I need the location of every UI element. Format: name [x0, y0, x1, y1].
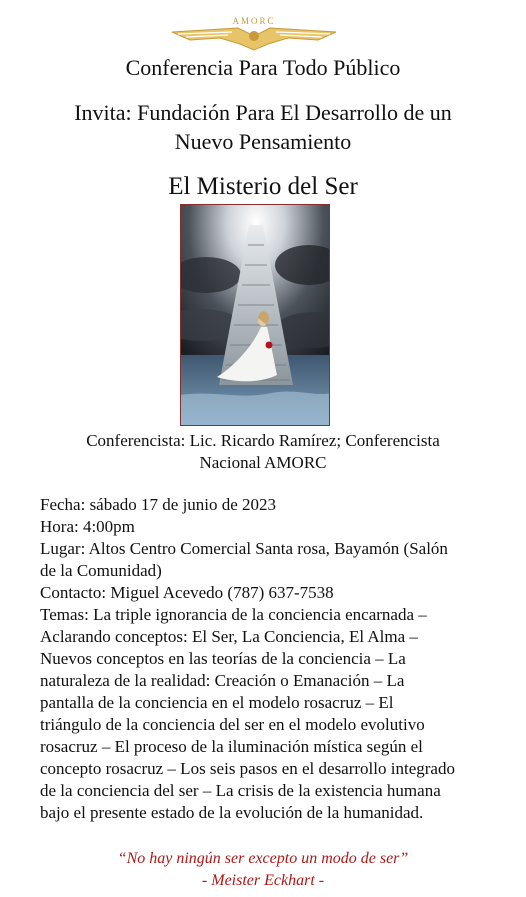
speaker-info [0, 430, 526, 474]
event-details [40, 494, 510, 824]
topics-line: pantalla de la conciencia en el modelo rosacruz – El [40, 693, 394, 712]
quote-author: - Meister Eckhart - [201, 872, 325, 889]
topics-line: rosacruz – El proceso de la iluminación mística según el [40, 737, 423, 756]
conference-heading: Conferencia Para Todo Público [125, 55, 401, 80]
amorc-logo [168, 10, 340, 56]
event-time: Hora: 4:00pm [40, 517, 135, 536]
event-location-line-2: de la Comunidad) [40, 561, 162, 580]
invite-line-2: Nuevo Pensamiento [174, 129, 352, 154]
logo-text: AMORC [232, 16, 276, 26]
topics-line: Temas: La triple ignorancia de la conciencia encarnada – [40, 605, 427, 624]
invite-line-1: Invita: Fundación Para El Desarrollo de un [74, 100, 452, 125]
event-title: El Misterio del Ser [168, 173, 358, 200]
event-date: Fecha: sábado 17 de junio de 2023 [40, 495, 277, 514]
speaker-line-1: Conferencista: Lic. Ricardo Ramírez; Conferencista [86, 431, 440, 450]
quote-text: “No hay ningún ser excepto un modo de ser” [117, 850, 409, 867]
event-contact: Contacto: Miguel Acevedo (787) 637-7538 [40, 583, 334, 602]
closing-quote [0, 848, 526, 892]
speaker-line-2: Nacional AMORC [199, 453, 327, 472]
topics-line: naturaleza de la realidad: Creación o Emanación – La [40, 671, 405, 690]
stairway-photo [180, 204, 330, 426]
topics-line: concepto rosacruz – Los seis pasos en el desarrollo integrado [40, 759, 455, 778]
topics-line: bajo el presente estado de la evolución de la humanidad. [40, 803, 424, 822]
topics-line: triángulo de la conciencia del ser en el modelo evolutivo [40, 715, 425, 734]
event-location-line-1: Lugar: Altos Centro Comercial Santa rosa, Bayamón (Salón [40, 539, 448, 558]
topics-line: de la conciencia del ser – La crisis de la existencia humana [40, 781, 441, 800]
topics-line: Nuevos conceptos en las teorías de la conciencia – La [40, 649, 406, 668]
invite-heading [0, 98, 526, 156]
stairway-illustration [181, 205, 330, 426]
topics-line: Aclarando conceptos: El Ser, La Conciencia, El Alma – [40, 627, 418, 646]
